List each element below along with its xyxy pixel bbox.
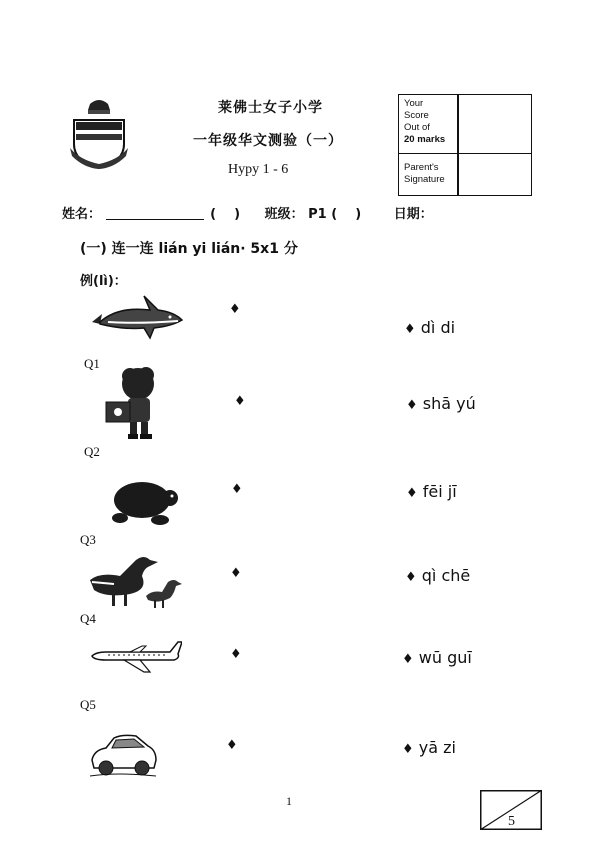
signature-row bbox=[399, 154, 531, 195]
example-label: 例(lì)： bbox=[80, 274, 127, 289]
question-label: Q2 bbox=[84, 444, 100, 459]
pinyin-option[interactable] bbox=[405, 566, 470, 585]
score-label-line: Your bbox=[404, 98, 424, 109]
pinyin-option[interactable] bbox=[404, 318, 455, 337]
class-value[interactable]: P1 ( ) bbox=[308, 207, 362, 222]
match-dot-left[interactable]: ♦ bbox=[234, 394, 246, 409]
match-dot-left[interactable]: ♦ bbox=[230, 566, 242, 581]
test-code: Hypy 1 - 6 bbox=[228, 162, 289, 177]
score-label-line: Out of bbox=[404, 122, 430, 133]
pinyin-text: fēi jī bbox=[422, 482, 457, 501]
match-dot-right[interactable]: ♦ bbox=[406, 486, 418, 501]
question-label: Q3 bbox=[80, 532, 96, 547]
pinyin-text: dì di bbox=[420, 318, 456, 337]
score-label-line: 20 marks bbox=[404, 134, 446, 145]
info-line bbox=[62, 203, 433, 222]
match-dot-right[interactable]: ♦ bbox=[404, 322, 416, 337]
boy-with-bag-picture bbox=[104, 366, 166, 442]
page-number: 1 bbox=[286, 794, 292, 808]
signature-label-line: Parent's bbox=[404, 162, 439, 173]
score-box bbox=[398, 94, 532, 196]
score-box-divider bbox=[457, 95, 459, 195]
turtle-picture bbox=[104, 474, 180, 528]
pinyin-text: qì chē bbox=[421, 566, 471, 585]
pinyin-text: yā zi bbox=[418, 738, 456, 757]
pinyin-text: wū guī bbox=[418, 648, 472, 667]
pinyin-option[interactable] bbox=[402, 648, 472, 667]
section-marks-value: 5 bbox=[508, 814, 515, 829]
shark-picture bbox=[88, 292, 184, 344]
match-dot-left[interactable]: ♦ bbox=[229, 302, 241, 317]
match-dot-left[interactable]: ♦ bbox=[231, 482, 243, 497]
score-row bbox=[399, 95, 531, 154]
signature-label-line: Signature bbox=[404, 174, 445, 185]
score-label-line: Score bbox=[404, 110, 429, 121]
test-title: 一年级华文测验（一） bbox=[193, 133, 343, 149]
airplane-picture bbox=[90, 638, 182, 674]
school-name: 莱佛士女子小学 bbox=[218, 100, 323, 116]
match-dot-right[interactable]: ♦ bbox=[406, 398, 418, 413]
question-label: Q4 bbox=[80, 611, 96, 626]
pinyin-option[interactable] bbox=[406, 482, 457, 501]
question-label: Q5 bbox=[80, 697, 96, 712]
match-dot-right[interactable]: ♦ bbox=[402, 652, 414, 667]
pinyin-option[interactable] bbox=[406, 394, 476, 413]
name-index-paren[interactable]: ( ) bbox=[210, 207, 241, 222]
section-title: (一) 连一连 lián yi lián· 5x1 分 bbox=[80, 241, 298, 257]
pinyin-option[interactable] bbox=[402, 738, 456, 757]
date-label: 日期： bbox=[393, 207, 433, 222]
name-blank[interactable] bbox=[106, 207, 204, 220]
name-label: 姓名： bbox=[62, 207, 102, 222]
school-crest-logo bbox=[70, 98, 128, 170]
match-dot-right[interactable]: ♦ bbox=[405, 570, 417, 585]
class-label: 班级： bbox=[264, 207, 304, 222]
question-label: Q1 bbox=[84, 356, 100, 371]
match-dot-right[interactable]: ♦ bbox=[402, 742, 414, 757]
match-dot-left[interactable]: ♦ bbox=[230, 647, 242, 662]
pinyin-text: shā yú bbox=[422, 394, 476, 413]
car-picture bbox=[88, 730, 158, 780]
ducks-picture bbox=[86, 552, 186, 610]
match-dot-left[interactable]: ♦ bbox=[226, 738, 238, 753]
